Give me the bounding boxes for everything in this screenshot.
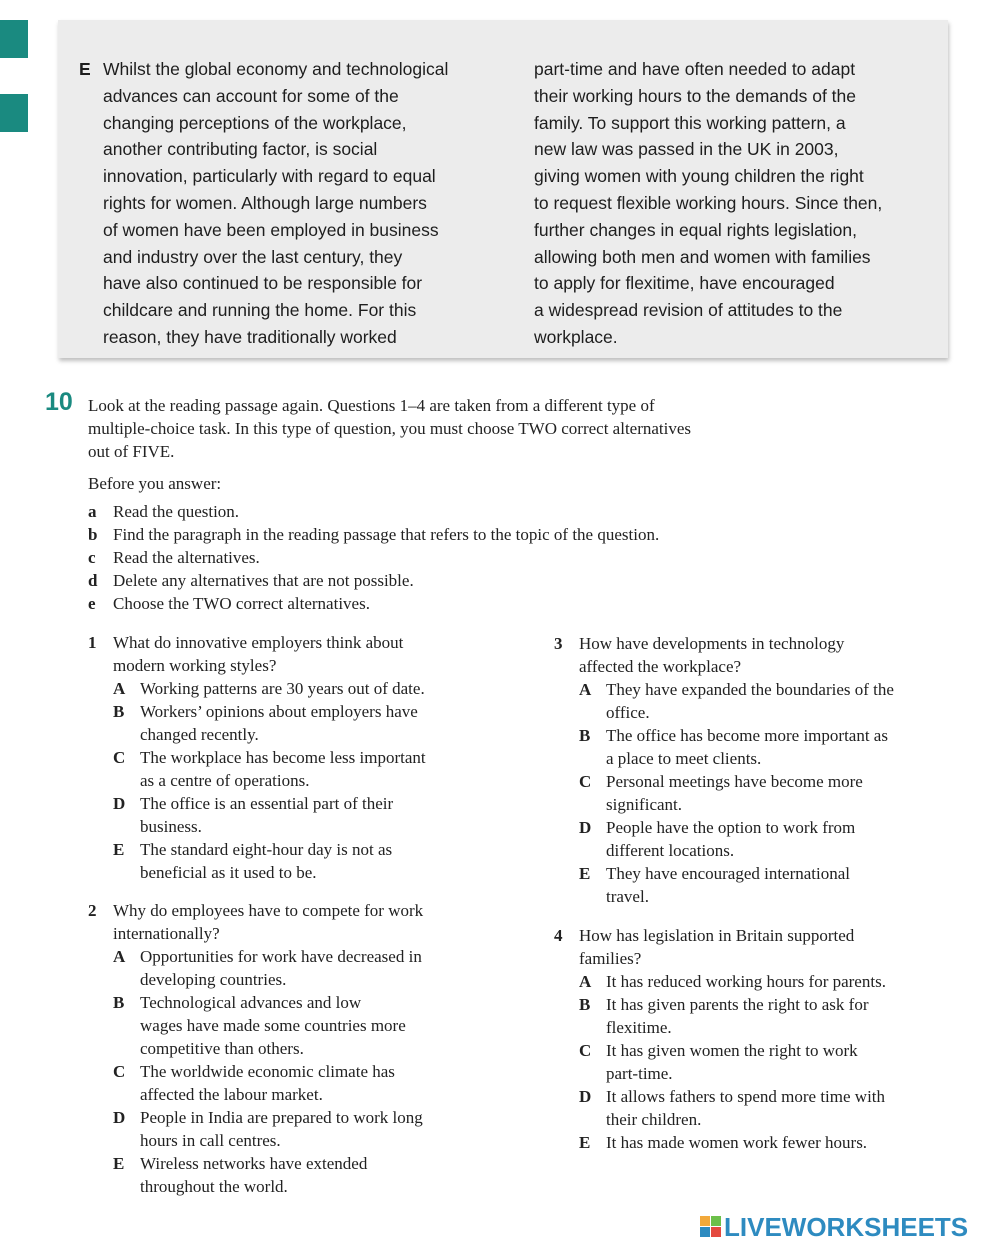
option-letter: C xyxy=(579,1041,592,1060)
step-text: Read the question. xyxy=(113,502,240,521)
answer-option xyxy=(113,1152,423,1198)
option-line: their children. xyxy=(606,1110,702,1129)
question-text xyxy=(113,899,423,945)
option-line: beneficial as it used to be. xyxy=(140,863,317,882)
option-line: significant. xyxy=(606,795,683,814)
question-number: 4 xyxy=(554,926,563,945)
option-letter: B xyxy=(113,993,125,1012)
option-letter: D xyxy=(113,794,126,813)
option-letter: B xyxy=(579,995,591,1014)
option-line: office. xyxy=(606,703,650,722)
option-line: It has made women work fewer hours. xyxy=(606,1133,868,1152)
passage-line: advances can account for some of the xyxy=(103,85,399,106)
option-line: It has given women the right to work xyxy=(606,1041,858,1060)
question-line: modern working styles? xyxy=(113,656,277,675)
logo-square xyxy=(700,1227,710,1237)
question-line: Why do employees have to compete for work xyxy=(113,901,424,920)
answer-option xyxy=(579,862,894,908)
step-item xyxy=(88,500,659,523)
option-letter: E xyxy=(579,1133,591,1152)
option-line: changed recently. xyxy=(140,725,259,744)
option-line: The standard eight-hour day is not as xyxy=(140,840,393,859)
question-2 xyxy=(88,899,423,1198)
option-letter: E xyxy=(579,864,591,883)
passage-line: reason, they have traditionally worked xyxy=(103,326,397,347)
answer-option xyxy=(579,816,894,862)
option-line: They have expanded the boundaries of the xyxy=(606,680,894,699)
option-line: hours in call centres. xyxy=(140,1131,281,1150)
question-4 xyxy=(554,924,886,1154)
answer-option xyxy=(579,1085,886,1131)
passage-line: and industry over the last century, they xyxy=(103,246,403,267)
step-text: Find the paragraph in the reading passage that refers to the topic of the question. xyxy=(113,525,660,544)
option-line: part-time. xyxy=(606,1064,673,1083)
step-letter: b xyxy=(88,525,98,544)
instruction-line: Look at the reading passage again. Questions 1–4 are taken from a different type of xyxy=(88,396,655,415)
question-line: affected the workplace? xyxy=(579,657,742,676)
option-line: People in India are prepared to work long xyxy=(140,1108,423,1127)
passage-line: family. To support this working pattern, a xyxy=(534,112,846,133)
passage-line: workplace. xyxy=(534,326,618,347)
option-letter: E xyxy=(113,1154,125,1173)
exercise-instructions xyxy=(88,394,691,463)
answer-option xyxy=(113,792,426,838)
option-line: The office has become more important as xyxy=(606,726,888,745)
question-number: 3 xyxy=(554,634,563,653)
question-line: What do innovative employers think about xyxy=(113,633,404,652)
answer-option xyxy=(579,770,894,816)
option-line: Personal meetings have become more xyxy=(606,772,863,791)
option-line: It allows fathers to spend more time with xyxy=(606,1087,886,1106)
option-line: It has reduced working hours for parents. xyxy=(606,972,886,991)
question-line: How has legislation in Britain supported xyxy=(579,926,855,945)
passage-line: of women have been employed in business xyxy=(103,219,439,240)
option-letter: A xyxy=(579,972,592,991)
step-text: Delete any alternatives that are not possible. xyxy=(113,571,414,590)
step-item xyxy=(88,523,659,546)
reading-passage-box xyxy=(58,20,948,358)
question-text xyxy=(113,631,426,677)
answer-option xyxy=(113,1106,423,1152)
before-you-answer-label: Before you answer: xyxy=(88,474,222,493)
option-line: as a centre of operations. xyxy=(140,771,310,790)
step-letter: d xyxy=(88,571,98,590)
option-letter: C xyxy=(113,748,126,767)
option-line: flexitime. xyxy=(606,1018,672,1037)
option-line: Technological advances and low xyxy=(140,993,362,1012)
option-letter: A xyxy=(113,947,126,966)
passage-column-left xyxy=(79,56,449,351)
option-letter: A xyxy=(113,679,126,698)
answer-option xyxy=(579,993,886,1039)
question-1 xyxy=(88,631,426,884)
logo-text: LIVEWORKSHEETS xyxy=(724,1212,969,1242)
option-line: competitive than others. xyxy=(140,1039,304,1058)
passage-line: allowing both men and women with families xyxy=(534,246,871,267)
answer-option xyxy=(113,677,426,700)
answer-option xyxy=(579,970,886,993)
instruction-line: out of FIVE. xyxy=(88,442,175,461)
answer-option xyxy=(113,838,426,884)
passage-line: changing perceptions of the workplace, xyxy=(103,112,407,133)
option-letter: B xyxy=(113,702,125,721)
option-line: wages have made some countries more xyxy=(140,1016,406,1035)
liveworksheets-logo-icon xyxy=(700,1216,722,1238)
option-line: business. xyxy=(140,817,202,836)
option-line: The worldwide economic climate has xyxy=(140,1062,395,1081)
option-line: a place to meet clients. xyxy=(606,749,762,768)
question-number: 2 xyxy=(88,901,97,920)
paragraph-letter: E xyxy=(79,59,91,79)
answer-option xyxy=(113,746,426,792)
answer-option xyxy=(579,678,894,724)
option-line: Opportunities for work have decreased in xyxy=(140,947,422,966)
passage-line: Whilst the global economy and technological xyxy=(103,59,449,79)
steps-list xyxy=(88,500,659,615)
question-line: internationally? xyxy=(113,924,220,943)
step-item xyxy=(88,592,659,615)
passage-line: another contributing factor, is social xyxy=(103,139,378,160)
option-letter: A xyxy=(579,680,592,699)
step-text: Read the alternatives. xyxy=(113,548,260,567)
question-line: families? xyxy=(579,949,642,968)
answer-option xyxy=(579,1039,886,1085)
passage-line: to request flexible working hours. Since then, xyxy=(534,192,883,213)
option-line: travel. xyxy=(606,887,649,906)
passage-line: childcare and running the home. For this xyxy=(103,300,417,321)
section-tab-marker xyxy=(0,20,28,58)
logo-square xyxy=(700,1216,710,1226)
option-line: Wireless networks have extended xyxy=(140,1154,368,1173)
answer-option xyxy=(579,1131,886,1154)
passage-line: have also continued to be responsible for xyxy=(103,273,423,294)
answer-option xyxy=(113,991,423,1060)
passage-column-right xyxy=(534,56,882,351)
question-text xyxy=(579,924,886,970)
passage-line: their working hours to the demands of the xyxy=(534,85,856,106)
section-tab-marker xyxy=(0,94,28,132)
option-line: affected the labour market. xyxy=(140,1085,323,1104)
instruction-line: multiple-choice task. In this type of question, you must choose TWO correct alternatives xyxy=(88,419,692,438)
option-line: Working patterns are 30 years out of date. xyxy=(140,679,425,698)
passage-line: giving women with young children the right xyxy=(534,166,864,187)
option-letter: D xyxy=(579,1087,592,1106)
option-line: Workers’ opinions about employers have xyxy=(140,702,418,721)
passage-line: innovation, particularly with regard to equal xyxy=(103,166,436,187)
passage-line: to apply for flexitime, have encouraged xyxy=(534,273,835,294)
option-line: People have the option to work from xyxy=(606,818,856,837)
exercise-number: 10 xyxy=(45,388,73,416)
step-letter: c xyxy=(88,548,96,567)
logo-square xyxy=(711,1216,721,1226)
option-letter: D xyxy=(113,1108,126,1127)
option-letter: D xyxy=(579,818,592,837)
option-line: different locations. xyxy=(606,841,735,860)
step-letter: a xyxy=(88,502,97,521)
option-line: They have encouraged international xyxy=(606,864,851,883)
logo-square xyxy=(711,1227,721,1237)
option-letter: E xyxy=(113,840,125,859)
question-text xyxy=(579,632,894,678)
passage-line: a widespread revision of attitudes to the xyxy=(534,300,843,321)
option-letter: B xyxy=(579,726,591,745)
passage-line: further changes in equal rights legislation, xyxy=(534,219,857,240)
answer-option xyxy=(579,724,894,770)
step-letter: e xyxy=(88,594,96,613)
option-line: throughout the world. xyxy=(140,1177,288,1196)
liveworksheets-logo xyxy=(700,1212,994,1242)
question-3 xyxy=(554,632,894,908)
question-line: How have developments in technology xyxy=(579,634,845,653)
option-line: developing countries. xyxy=(140,970,287,989)
answer-option xyxy=(113,700,426,746)
step-text: Choose the TWO correct alternatives. xyxy=(113,594,370,613)
option-line: The workplace has become less important xyxy=(140,748,426,767)
answer-option xyxy=(113,945,423,991)
passage-line: new law was passed in the UK in 2003, xyxy=(534,139,839,160)
passage-line: rights for women. Although large numbers xyxy=(103,192,427,213)
step-item xyxy=(88,546,659,569)
option-letter: C xyxy=(579,772,592,791)
option-letter: C xyxy=(113,1062,126,1081)
option-line: It has given parents the right to ask for xyxy=(606,995,869,1014)
passage-line: part-time and have often needed to adapt xyxy=(534,59,856,79)
answer-option xyxy=(113,1060,423,1106)
step-item xyxy=(88,569,659,592)
option-line: The office is an essential part of their xyxy=(140,794,394,813)
question-number: 1 xyxy=(88,633,97,652)
